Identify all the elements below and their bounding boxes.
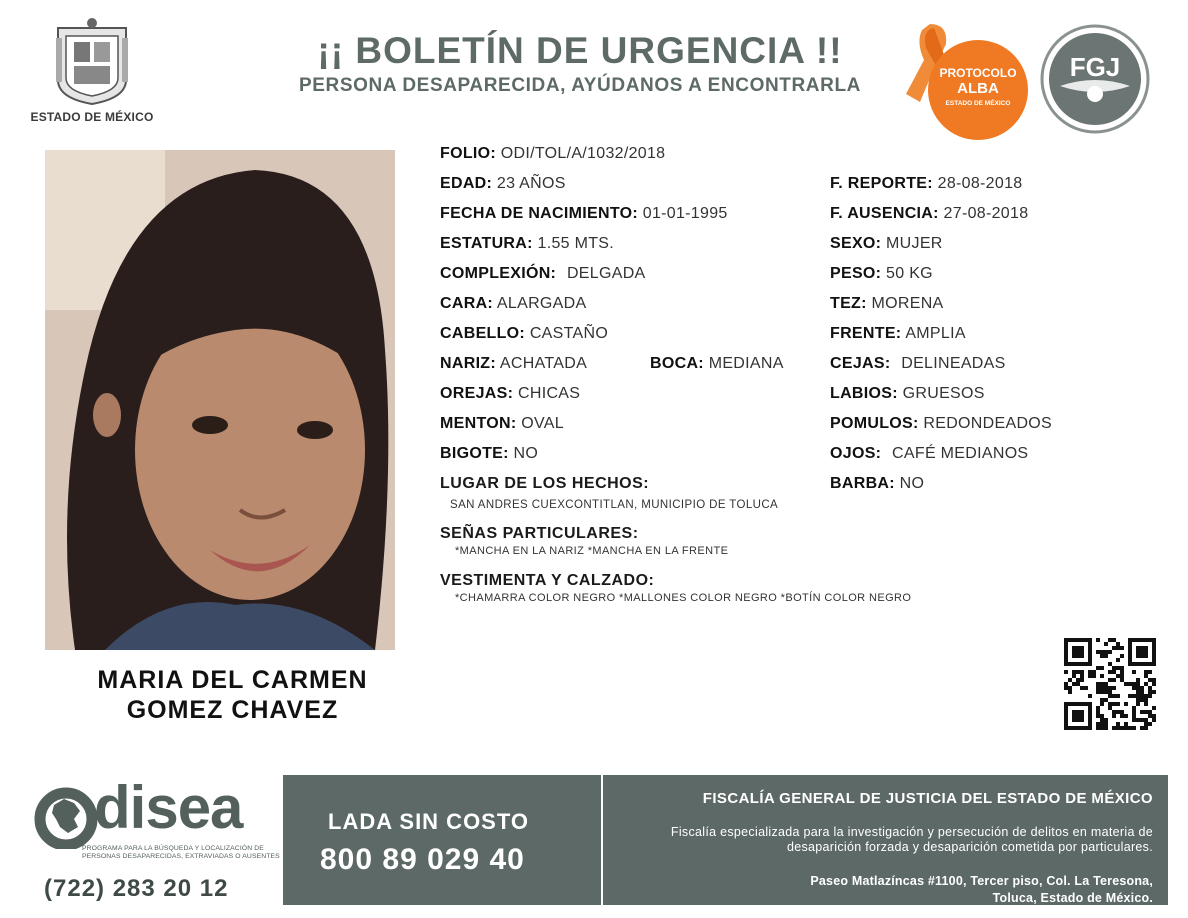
bigote-label: BIGOTE: (440, 445, 509, 462)
field-labios (830, 384, 985, 404)
labios-label: LABIOS: (830, 385, 898, 402)
fiscalia-address (593, 873, 1153, 907)
lugar-hechos-value: SAN ANDRES CUEXCONTITLAN, MUNICIPIO DE TOLUCA (450, 499, 779, 511)
nariz-label: NARIZ: (440, 355, 497, 372)
reporte-value: 28-08-2018 (937, 175, 1023, 192)
menton-value: OVAL (521, 415, 564, 432)
frente-label: FRENTE: (830, 325, 902, 342)
pomulos-label: POMULOS: (830, 415, 919, 432)
alba-name-text: ALBA (957, 80, 999, 97)
nariz-value: ACHATADA (499, 355, 588, 372)
field-menton (440, 414, 564, 434)
portrait-image (45, 150, 395, 650)
ojos-value: CAFÉ MEDIANOS (892, 445, 1029, 462)
estatura-label: ESTATURA: (440, 235, 533, 252)
peso-label: PESO: (830, 265, 882, 282)
field-fecha-reporte (830, 174, 1022, 194)
fgj-text: FGJ (1069, 52, 1121, 82)
nacimiento-value: 01-01-1995 (642, 205, 728, 222)
odisea-tagline: PROGRAMA PARA LA BÚSQUEDA Y LOCALIZACIÓN DE PERSONAS DESAPARECIDAS, EXTRAVIADAS O AUSENTES (82, 845, 280, 860)
field-fecha-ausencia (830, 204, 1028, 224)
field-tez (830, 294, 944, 314)
boca-value: MEDIANA (708, 355, 784, 372)
barba-value: NO (899, 475, 925, 492)
field-ojos (830, 444, 1028, 464)
person-name-line1: MARIA DEL CARMEN (97, 666, 368, 694)
complexion-value: DELGADA (566, 265, 646, 282)
estado-de-mexico-label: ESTADO DE MÉXICO (30, 110, 154, 124)
field-barba (830, 474, 924, 494)
tez-value: MORENA (871, 295, 944, 312)
field-orejas (440, 384, 580, 404)
cara-value: ALARGADA (496, 295, 587, 312)
address-line2: Toluca, Estado de México. (992, 891, 1153, 905)
menton-label: MENTON: (440, 415, 517, 432)
ojos-label: OJOS: (830, 445, 882, 462)
sexo-label: SEXO: (830, 235, 882, 252)
odisea-logo (34, 774, 280, 905)
coat-of-arms-icon (52, 18, 132, 106)
footer-contact-band (283, 775, 1168, 905)
odisea-wordmark: disea (94, 774, 243, 841)
cejas-label: CEJAS: (830, 355, 891, 372)
senas-particulares-label: SEÑAS PARTICULARES: (440, 525, 639, 542)
field-bigote (440, 444, 538, 464)
field-folio (440, 144, 665, 164)
cabello-value: CASTAÑO (529, 325, 609, 342)
address-line1: Paseo Matlazíncas #1100, Tercer piso, Col. La Teresona, (810, 874, 1153, 888)
complexion-label: COMPLEXIÓN: (440, 265, 557, 282)
field-peso (830, 264, 933, 284)
sexo-value: MUJER (886, 235, 943, 252)
vestimenta-value: *CHAMARRA COLOR NEGRO *MALLONES COLOR NEGRO *BOTÍN COLOR NEGRO (455, 592, 912, 604)
bulletin-subtitle: PERSONA DESAPARECIDA, AYÚDANOS A ENCONTRARLA (299, 75, 861, 96)
fgj-logo (1040, 24, 1150, 134)
cabello-label: CABELLO: (440, 325, 526, 342)
frente-value: AMPLIA (905, 325, 966, 342)
edad-label: EDAD: (440, 175, 493, 192)
odisea-phone: (722) 283 20 12 (44, 875, 229, 902)
field-fecha-nacimiento (440, 204, 728, 224)
bulletin-headline (250, 30, 910, 97)
field-complexion (440, 264, 646, 284)
ausencia-label: F. AUSENCIA: (830, 205, 939, 222)
estado-de-mexico-logo (22, 18, 162, 124)
bulletin-title: ¡¡ BOLETÍN DE URGENCIA !! (317, 30, 843, 71)
barba-label: BARBA: (830, 475, 895, 492)
lada-sin-costo-number: 800 89 029 40 (320, 843, 525, 876)
nacimiento-label: FECHA DE NACIMIENTO: (440, 205, 638, 222)
fiscalia-title: FISCALÍA GENERAL DE JUSTICIA DEL ESTADO DE MÉXICO (702, 790, 1153, 807)
field-cabello (440, 324, 608, 344)
lada-sin-costo-label: LADA SIN COSTO (328, 809, 530, 834)
field-frente (830, 324, 966, 344)
field-sexo (830, 234, 943, 254)
estatura-value: 1.55 MTS. (537, 235, 615, 252)
person-name (45, 665, 420, 725)
labios-value: GRUESOS (902, 385, 985, 402)
field-nariz (440, 354, 587, 374)
protocolo-alba-logo (900, 20, 1030, 135)
odisea-o-icon (34, 785, 98, 849)
orejas-value: CHICAS (517, 385, 581, 402)
missing-person-photo (45, 150, 395, 650)
field-estatura (440, 234, 614, 254)
folio-value: ODI/TOL/A/1032/2018 (500, 145, 666, 162)
qr-code[interactable] (1064, 638, 1156, 730)
tez-label: TEZ: (830, 295, 867, 312)
fiscalia-description: Fiscalía especializada para la investigación y persecución de delitos en materia de desaparición forzada y desaparición cometida por particulares. (670, 825, 1153, 854)
reporte-label: F. REPORTE: (830, 175, 933, 192)
ausencia-value: 27-08-2018 (943, 205, 1029, 222)
fgj-seal-icon (1040, 24, 1150, 134)
edad-value: 23 AÑOS (496, 175, 566, 192)
bigote-value: NO (513, 445, 539, 462)
field-cara (440, 294, 586, 314)
boca-label: BOCA: (650, 355, 704, 372)
folio-label: FOLIO: (440, 145, 497, 162)
vestimenta-label: VESTIMENTA Y CALZADO: (440, 572, 655, 589)
field-edad (440, 174, 566, 194)
qr-code-icon (1064, 638, 1156, 730)
peso-value: 50 KG (886, 265, 933, 282)
person-name-line2: GOMEZ CHAVEZ (126, 696, 339, 724)
alba-state-text: ESTADO DE MÉXICO (945, 100, 1011, 107)
field-cejas (830, 354, 1006, 374)
field-boca (650, 354, 784, 374)
cejas-value: DELINEADAS (901, 355, 1006, 372)
orejas-label: OREJAS: (440, 385, 514, 402)
cara-label: CARA: (440, 295, 494, 312)
alba-protocolo-text: PROTOCOLO (939, 66, 1017, 80)
pomulos-value: REDONDEADOS (923, 415, 1053, 432)
field-pomulos (830, 414, 1052, 434)
lugar-hechos-label: LUGAR DE LOS HECHOS: (440, 475, 650, 492)
senas-particulares-value: *MANCHA EN LA NARIZ *MANCHA EN LA FRENTE (455, 545, 729, 557)
